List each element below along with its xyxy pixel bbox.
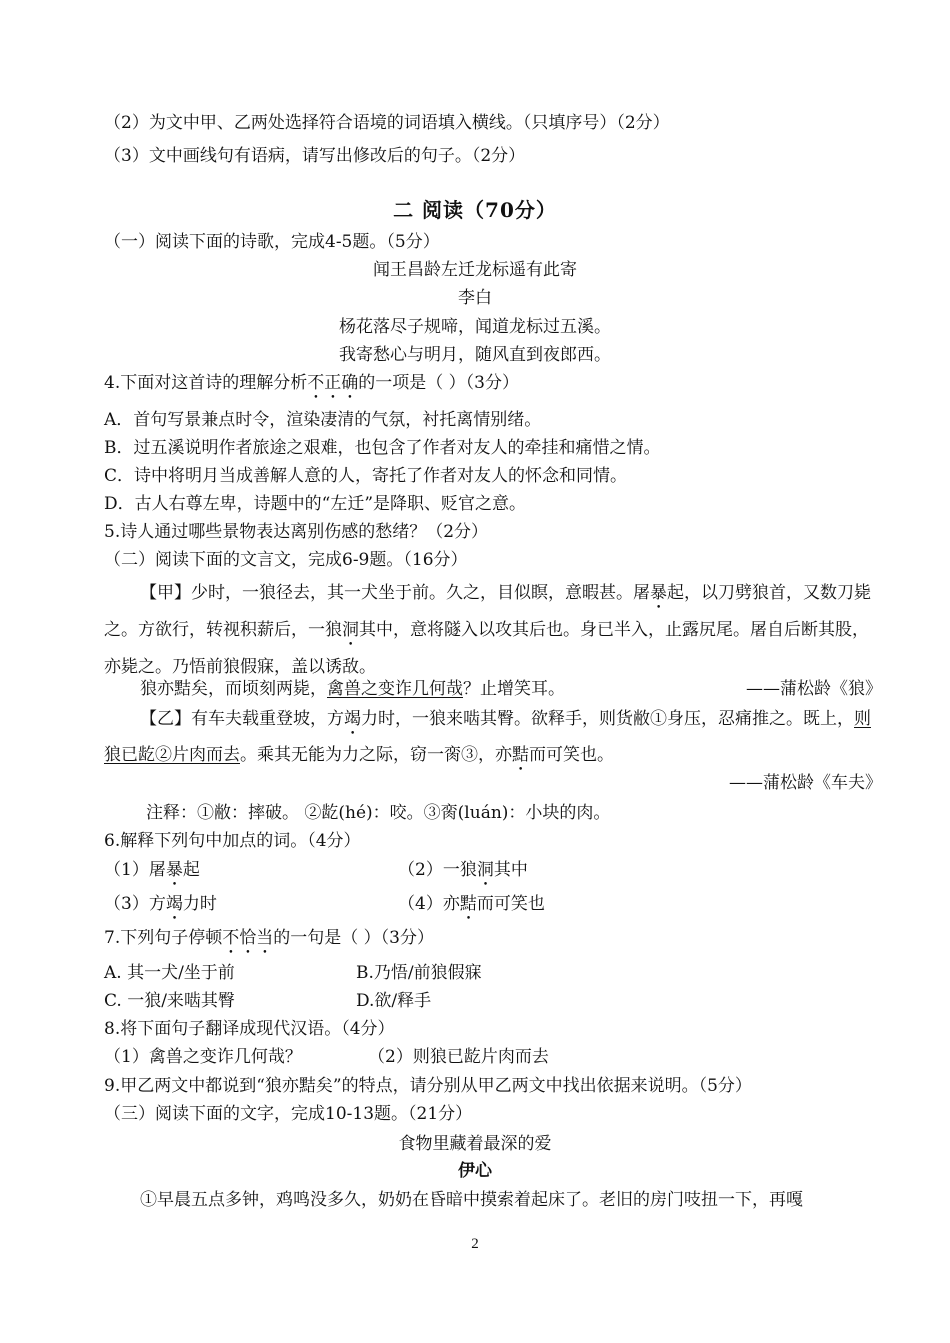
q6-row-1	[104, 858, 528, 890]
emphasis-text: 不恰当	[222, 928, 274, 948]
question-4: 4.下面对这首诗的理解分析不正确的一项是（ ）（3分）	[104, 373, 519, 393]
part-1-heading: （一）阅读下面的诗歌，完成4-5题。（5分）	[104, 232, 440, 252]
underlined-sentence: 则狼已龁②片肉而去	[104, 709, 871, 765]
question-8: 8.将下面句子翻译成现代汉语。（4分）	[104, 1019, 395, 1039]
q6-row-2	[104, 892, 545, 924]
poem-author: 李白	[458, 288, 492, 308]
part-3-heading: （三）阅读下面的文字，完成10-13题。（21分）	[104, 1104, 473, 1124]
q6-item-4: （4）亦黠而可笑也	[398, 894, 545, 914]
q6-item-1: （1）屠暴起	[104, 860, 200, 880]
text-jia-source: ——蒲松龄《狼》	[746, 679, 882, 699]
q7-option-b: B.乃悟/前狼假寐	[356, 963, 482, 983]
q4-option-d: D．古人右尊左卑，诗题中的“左迁”是降职、贬官之意。	[104, 494, 527, 514]
question-3: （3）文中画线句有语病，请写出修改后的句子。（2分）	[104, 146, 526, 166]
poem-title: 闻王昌龄左迁龙标遥有此寄	[373, 260, 577, 280]
poem-line-2: 我寄愁心与明月，随风直到夜郎西。	[339, 345, 611, 365]
emphasis-text: 不正确	[307, 373, 359, 393]
question-5: 5.诗人通过哪些景物表达离别伤感的愁绪？（2分）	[104, 522, 489, 542]
question-6: 6.解释下列句中加点的词。（4分）	[104, 831, 361, 851]
page-number: 2	[471, 1236, 479, 1252]
text-jia-paragraph-1: 【甲】少时，一狼径去，其一犬坐于前。久之，目似瞑，意暇甚。屠暴起，以刀劈狼首，又数刀毙之。方欲行，转视积薪后，一狼洞其中，意将隧入以攻其后也。身已半入，止露尻尾。屠自后断其股，亦毙之。乃悟前狼假寐，盖以诱敌。	[104, 583, 871, 677]
q7-row-2	[104, 989, 432, 1013]
question-2: （2）为文中甲、乙两处选择符合语境的词语填入横线。（只填序号）（2分）	[104, 113, 670, 133]
text-yi-source: ——蒲松龄《车夫》	[729, 773, 882, 793]
question-7: 7.下列句子停顿不恰当的一句是（ ）（3分）	[104, 928, 434, 948]
q6-item-2: （2）一狼洞其中	[398, 860, 528, 880]
q8-item-1: （1）禽兽之变诈几何哉？	[104, 1047, 302, 1067]
essay-author: 伊心	[458, 1161, 492, 1181]
poem-line-1: 杨花落尽子规啼，闻道龙标过五溪。	[339, 317, 611, 337]
q7-option-d: D.欲/释手	[356, 991, 432, 1011]
q7-row-1	[104, 961, 482, 985]
emphasis-word-xia: 黠	[512, 745, 529, 765]
essay-paragraph-1: ①早晨五点多钟，鸡鸣没多久，奶奶在昏暗中摸索着起床了。老旧的房门吱扭一下，再嘎	[140, 1190, 803, 1210]
text-jia-paragraph-2: 狼亦黠矣，而顷刻两毙，禽兽之变诈几何哉？止增笑耳。	[140, 679, 565, 699]
q4-option-c: C．诗中将明月当成善解人意的人，寄托了作者对友人的怀念和同情。	[104, 466, 628, 486]
emphasis-word-bao: 暴	[650, 583, 667, 603]
q7-option-a: A. 其一犬/坐于前	[104, 963, 235, 983]
q6-item-3: （3）方竭力时	[104, 894, 217, 914]
q8-row	[104, 1045, 549, 1069]
underlined-sentence: 禽兽之变诈几何哉	[327, 679, 463, 699]
q7-option-c: C. 一狼/来啮其臀	[104, 991, 235, 1011]
part-2-heading: （二）阅读下面的文言文，完成6-9题。（16分）	[104, 550, 468, 570]
q8-item-2: （2）则狼已龁片肉而去	[368, 1047, 549, 1067]
q4-option-b: B．过五溪说明作者旅途之艰难，也包含了作者对友人的牵挂和痛惜之情。	[104, 438, 661, 458]
emphasis-word-dong: 洞	[342, 620, 359, 640]
q4-option-a: A．首句写景兼点时令，渲染凄清的气氛，衬托离情别绪。	[104, 410, 542, 430]
text-yi-paragraph: 【乙】有车夫载重登坡，方竭力时，一狼来啮其臀。欲释手，则货敝①身压，忍痛推之。既上，则狼已龁②片肉而去。乘其无能为力之际，窃一脔③，亦黠而可笑也。	[104, 709, 871, 765]
section-title: 二 阅读（70分）	[393, 198, 557, 222]
emphasis-word-jie: 竭	[344, 709, 361, 729]
essay-title: 食物里藏着最深的爱	[398, 1134, 552, 1154]
annotation-notes: 注释：①敝：摔破。 ②龁(hé)：咬。③脔(luán)：小块的肉。	[146, 803, 611, 823]
question-9: 9.甲乙两文中都说到“狼亦黠矣”的特点，请分别从甲乙两文中找出依据来说明。（5分）	[104, 1076, 752, 1096]
